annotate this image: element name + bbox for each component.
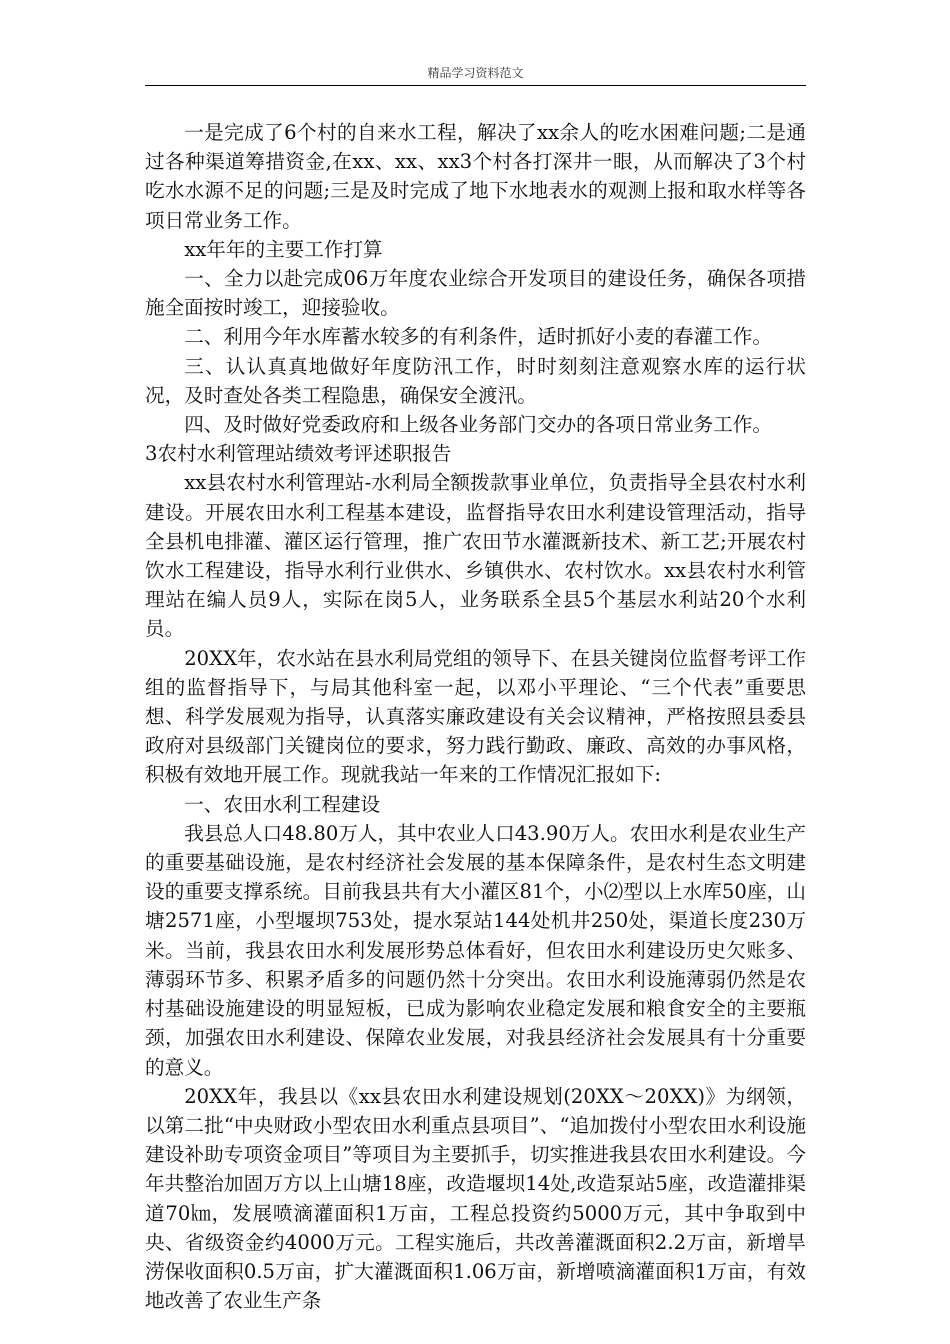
plan-item-2: 二、利用今年水库蓄水较多的有利条件，适时抓好小麦的春灌工作。 (184, 325, 772, 349)
paragraph-county-overview: 我县总人口48.80万人，其中农业人口43.90万人。农田水利是农业生产的重要基础设施，是农村经济社会发展的基本保障条件，是农村生态文明建设的重要支撑系统。目前我县共有大小灌区81个，小⑵型以上水库50座，山塘2571座，小型堰坝753处，提水泵站144处机井250处，渠道长度230万米。当前，我县农田水利发展形势总体看好，但农田水利建设历史欠账多、薄弱环节多、积累矛盾多的问题仍然十分突出。农田水利设施薄弱仍然是农村基础设施建设的明显短板，已成为影响农业稳定发展和粮食安全的主要瓶颈，加强农田水利建设、保障农业发展，对我县经济社会发展具有十分重要的意义。 (145, 821, 806, 1079)
paragraph-water-projects-completed: 一是完成了6个村的自来水工程，解决了xx余人的吃水困难问题;二是通过各种渠道筹措资金,在xx、xx、xx3个村各打深井一眼，从而解决了3个村吃水水源不足的问题;三是及时完成了地下水地表水的观测上报和取水样等各项日常业务工作。 (145, 121, 806, 232)
heading-farmland-water-construction: 一、农田水利工程建设 (184, 792, 381, 816)
plan-item-4: 四、及时做好党委政府和上级各业务部门交办的各项日常业务工作。 (184, 413, 772, 437)
page-header (145, 64, 806, 86)
header-title: 精品学习资料范文 (427, 66, 524, 80)
plan-item-1: 一、全力以赴完成06万年度农业综合开发项目的建设任务，确保各项措施全面按时竣工，迎接验收。 (145, 267, 806, 320)
section-title-report: 3农村水利管理站绩效考评述职报告 (145, 442, 452, 466)
paragraph-station-intro: xx县农村水利管理站-水利局全额拨款事业单位，负责指导全县农村水利建设。开展农田水利工程基本建设，监督指导农田水利建设管理活动，指导全县机电排灌、灌区运行管理，推广农田节水灌溉新技术、新工艺;开展农村饮水工程建设，指导水利行业供水、乡镇供水、农村饮水。xx县农村水利管理站在编人员9人，实际在岗5人，业务联系全县5个基层水利站20个水利员。 (145, 471, 806, 641)
heading-work-plan: xx年年的主要工作打算 (184, 237, 383, 261)
plan-item-3: 三、认认真真地做好年度防汛工作，时时刻刻注意观察水库的运行状况，及时查处各类工程隐患，确保安全渡汛。 (145, 354, 806, 407)
paragraph-construction-results: 20XX年，我县以《xx县农田水利建设规划(20XX～20XX)》为纲领，以第二批“中央财政小型农田水利重点县项目”、“追加拨付小型农田水利设施建设补助专项资金项目”等项目为主要抓手，切实推进我县农田水利建设。今年共整治加固万方以上山塘18座，改造堰坝14处,改造泵站5座，改造灌排渠道70㎞，发展喷滴灌面积1万亩，工程总投资约5000万元，其中争取到中央、省级资金约4000万元。工程实施后，共改善灌溉面积2.2万亩，新增旱涝保收面积0.5万亩，扩大灌溉面积1.06万亩，新增喷滴灌面积1万亩，有效地改善了农业生产条 (145, 1084, 806, 1313)
document-body (145, 118, 806, 1315)
paragraph-annual-summary: 20XX年，农水站在县水利局党组的领导下、在县关键岗位监督考评工作组的监督指导下，与局其他科室一起，以邓小平理论、“三个代表”重要思想、科学发展观为指导，认真落实廉政建设有关会议精神，严格按照县委县政府对县级部门关键岗位的要求，努力践行勤政、廉政、高效的办事风格，积极有效地开展工作。现就我站一年来的工作情况汇报如下: (145, 646, 806, 787)
